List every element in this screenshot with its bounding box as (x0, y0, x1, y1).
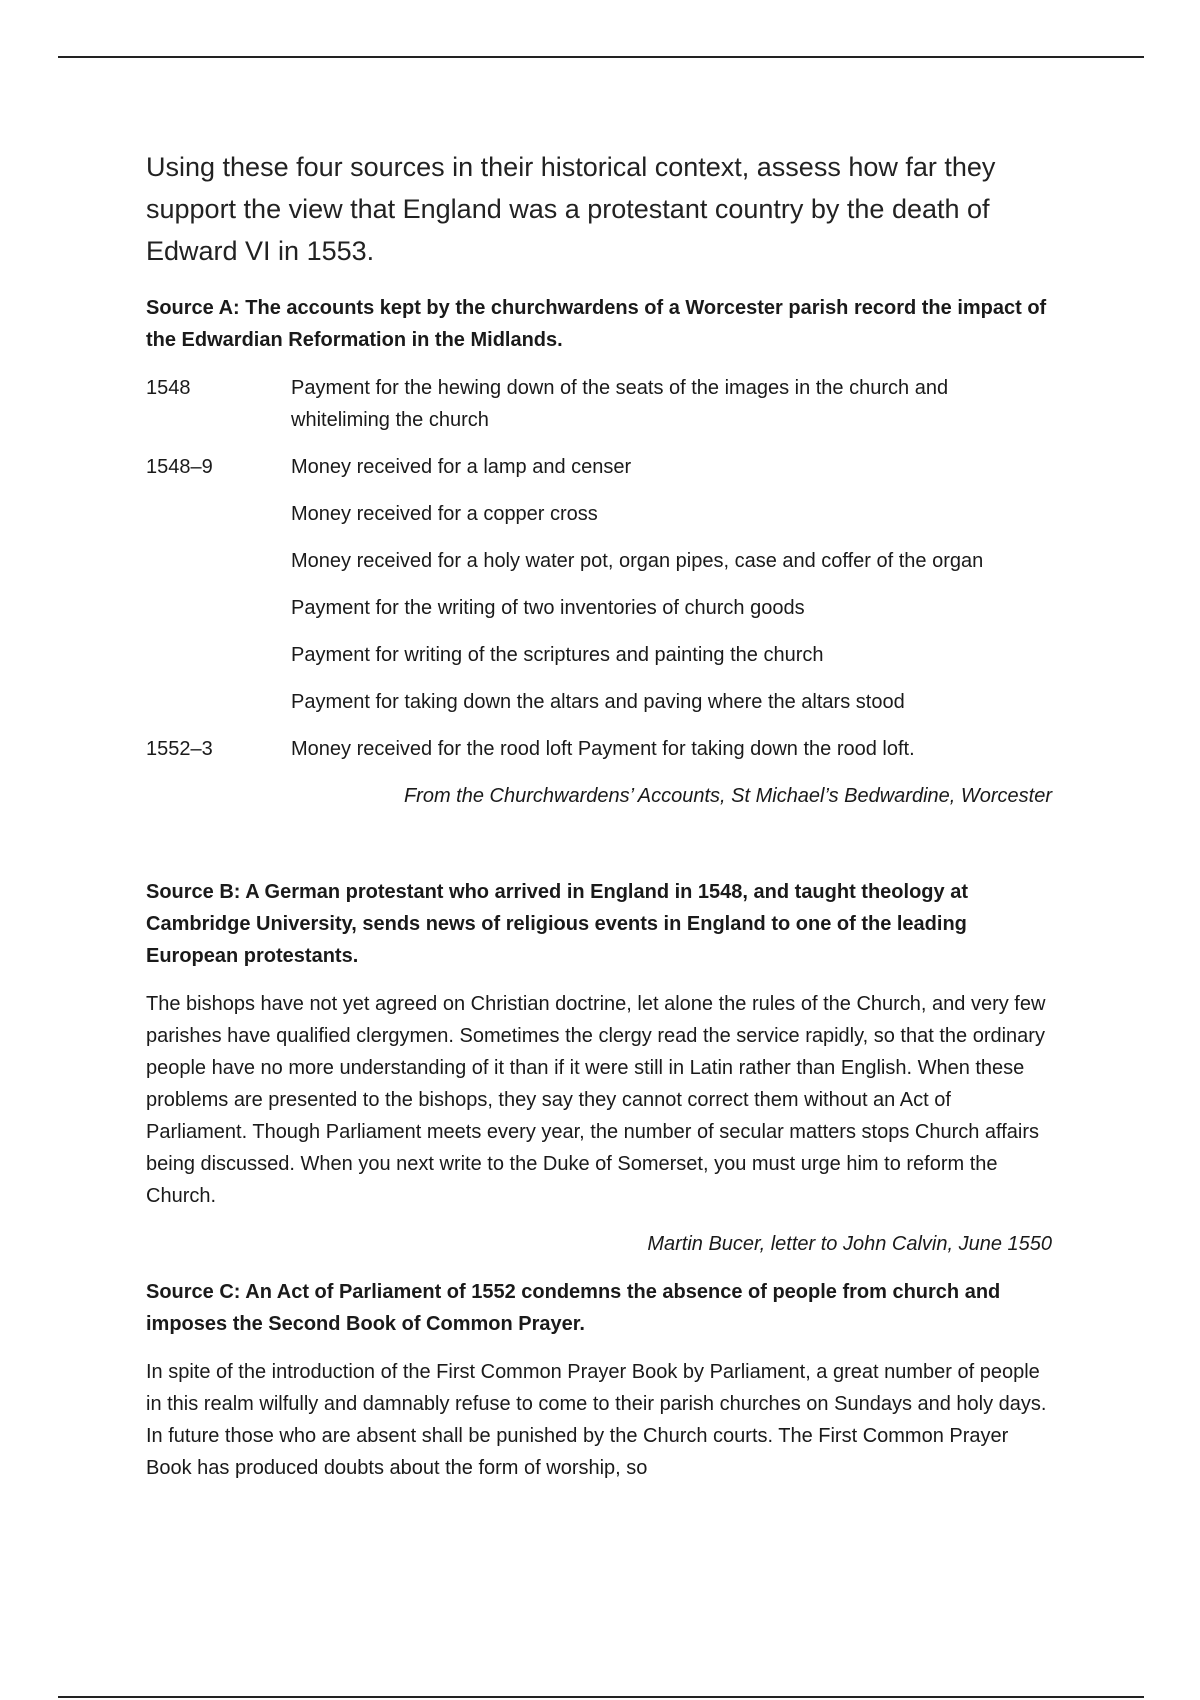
source-c-heading: Source C: An Act of Parliament of 1552 condemns the absence of people from church and imposes the Second Book of Common Prayer. (146, 1281, 1001, 1335)
account-entry (146, 592, 1052, 624)
account-year: 1552–3 (146, 738, 213, 760)
account-year (146, 498, 291, 530)
section-spacer (146, 828, 1052, 876)
account-year: 1548 (146, 377, 191, 399)
account-entry (146, 498, 1052, 530)
source-b-citation: Martin Bucer, letter to John Calvin, June 1550 (647, 1233, 1052, 1255)
account-text: Money received for a copper cross (291, 503, 598, 525)
account-year (146, 686, 291, 718)
source-b-body: The bishops have not yet agreed on Christian doctrine, let alone the rules of the Church, and very few parishes have qualified clergymen. Sometimes the clergy read the service rapidly, so that the ordinary people have no more understanding of it than if it were still in Latin rather than English. When these problems are presented to the bishops, they say they cannot correct them without an Act of Parliament. Though Parliament meets every year, the number of secular matters stops Church affairs being discussed. When you next write to the Duke of Somerset, you must urge him to reform the Church. (146, 993, 1046, 1207)
account-entry (146, 372, 1052, 436)
source-a-heading: Source A: The accounts kept by the churchwardens of a Worcester parish record the impact of the Edwardian Reformation in the Midlands. (146, 297, 1047, 351)
document-body (146, 146, 1052, 1500)
source-b (146, 876, 1052, 1260)
account-entry (146, 451, 1052, 483)
source-b-heading: Source B: A German protestant who arrived in England in 1548, and taught theology at Cambridge University, sends news of religious events in England to one of the leading European protestants. (146, 881, 968, 967)
account-entry (146, 686, 1052, 718)
account-year (146, 545, 291, 577)
source-c-body: In spite of the introduction of the First Common Prayer Book by Parliament, a great number of people in this realm wilfully and damnably refuse to come to their parish churches on Sundays and holy days. In future those who are absent shall be punished by the Church courts. The First Common Prayer Book has produced doubts about the form of worship, so (146, 1361, 1047, 1479)
account-entry (146, 639, 1052, 671)
account-entry (146, 545, 1052, 577)
top-rule (58, 56, 1144, 58)
account-text: Money received for a lamp and censer (291, 456, 632, 478)
source-c (146, 1276, 1052, 1484)
account-year: 1548–9 (146, 456, 213, 478)
account-entry (146, 733, 1052, 765)
bottom-rule (58, 1696, 1144, 1698)
account-text: Payment for writing of the scriptures and painting the church (291, 644, 824, 666)
source-a-citation: From the Churchwardens’ Accounts, St Michael’s Bedwardine, Worcester (403, 785, 1052, 807)
account-text: Payment for taking down the altars and paving where the altars stood (291, 691, 905, 713)
account-text: Payment for the hewing down of the seats of the images in the church and whiteliming the church (291, 377, 949, 431)
essay-question: Using these four sources in their historical context, assess how far they support the view that England was a protestant country by the death of Edward VI in 1553. (146, 152, 996, 266)
account-text: Money received for the rood loft Payment for taking down the rood loft. (291, 738, 915, 760)
account-text: Money received for a holy water pot, organ pipes, case and coffer of the organ (291, 550, 984, 572)
account-year (146, 639, 291, 671)
account-text: Payment for the writing of two inventories of church goods (291, 597, 805, 619)
source-a (146, 292, 1052, 812)
account-year (146, 592, 291, 624)
